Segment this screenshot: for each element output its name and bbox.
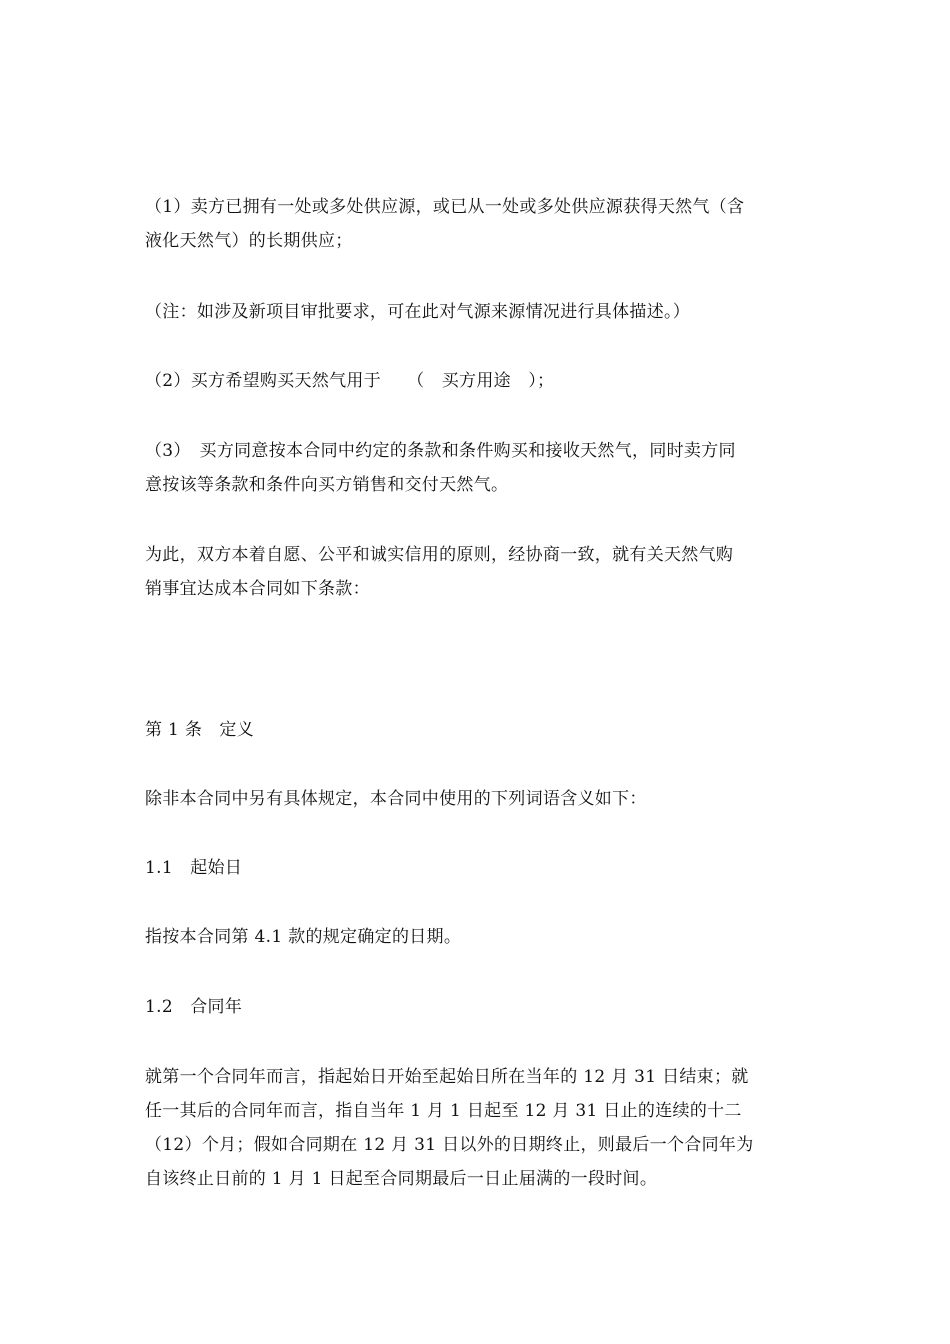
text-line: 1.2 合同年	[145, 997, 243, 1017]
text-line: 1.1 起始日	[145, 858, 243, 878]
text-line: 就第一个合同年而言，指起始日开始至起始日所在当年的 12 月 31 日结束；就	[145, 1067, 749, 1087]
text-line: 液化天然气）的长期供应；	[145, 231, 353, 251]
article-1-heading	[145, 713, 810, 747]
section-1-2-heading	[145, 990, 810, 1024]
text-line: （2）买方希望购买天然气用于 （ 买方用途 ）；	[145, 371, 555, 391]
text-line: 第 1 条 定义	[145, 720, 255, 740]
paragraph-seller-supply	[145, 190, 810, 258]
paragraph-mutual-agreement	[145, 434, 810, 502]
text-line: （12）个月；假如合同期在 12 月 31 日以外的日期终止，则最后一个合同年为	[145, 1135, 754, 1155]
paragraph-buyer-purpose	[145, 364, 810, 398]
paragraph-note	[145, 295, 810, 329]
text-line: 任一其后的合同年而言，指自当年 1 月 1 日起至 12 月 31 日止的连续的十二	[145, 1101, 742, 1121]
text-line: 自该终止日前的 1 月 1 日起至合同期最后一日止届满的一段时间。	[145, 1169, 658, 1189]
paragraph-contract-year-definition	[145, 1060, 810, 1196]
text-line: （1）卖方已拥有一处或多处供应源，或已从一处或多处供应源获得天然气（含	[145, 197, 745, 217]
paragraph-start-date-definition	[145, 920, 810, 954]
text-line: 意按该等条款和条件向买方销售和交付天然气。	[145, 475, 509, 495]
paragraph-whereas	[145, 538, 810, 606]
text-line: （注：如涉及新项目审批要求，可在此对气源来源情况进行具体描述。）	[145, 302, 691, 322]
paragraph-definitions-intro	[145, 782, 810, 816]
text-line: 销事宜达成本合同如下条款：	[145, 579, 370, 599]
text-line: 除非本合同中另有具体规定，本合同中使用的下列词语含义如下：	[145, 789, 647, 809]
text-line: 为此，双方本着自愿、公平和诚实信用的原则，经协商一致，就有关天然气购	[145, 545, 734, 565]
text-line: 指按本合同第 4.1 款的规定确定的日期。	[145, 927, 462, 947]
text-line: （3） 买方同意按本合同中约定的条款和条件购买和接收天然气，同时卖方同	[145, 441, 736, 461]
section-1-1-heading	[145, 851, 810, 885]
